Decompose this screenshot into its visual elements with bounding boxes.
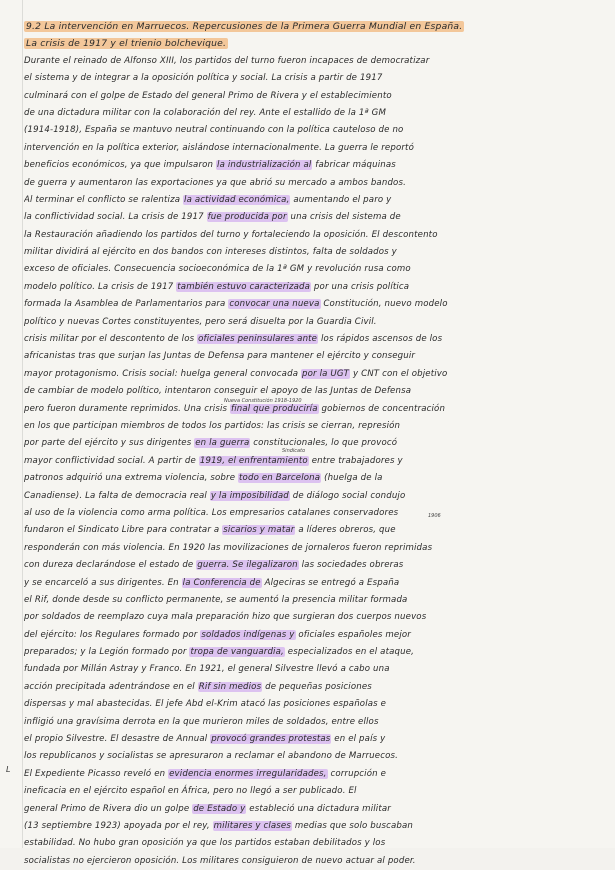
text-line xyxy=(24,122,596,139)
text-segment: los rápidos ascensos de los xyxy=(318,334,443,345)
supra-note-constitution: Nueva Constitución 1918-1920 xyxy=(224,398,302,404)
title-line-2 xyxy=(24,35,596,52)
text-line xyxy=(24,714,596,731)
text-line-content xyxy=(24,404,445,414)
text-line xyxy=(24,540,596,557)
highlighted-phrase: Rif sin medios xyxy=(198,681,262,692)
text-segment: Algeciras se entregó a España xyxy=(261,577,400,588)
text-line xyxy=(24,609,596,626)
highlighted-phrase: la actividad económica, xyxy=(184,194,290,205)
highlighted-phrase: todo en Barcelona xyxy=(239,473,321,484)
text-segment: fabricar máquinas xyxy=(312,160,396,171)
text-line-content xyxy=(24,804,391,814)
text-line xyxy=(24,748,596,765)
text-line xyxy=(24,818,596,835)
text-segment: una crisis del sistema de xyxy=(287,212,401,223)
text-line-content: el Rif, donde desde su conflicto permanente, se aumentó la presencia militar formada xyxy=(24,594,408,605)
text-line xyxy=(24,435,596,452)
text-line-content: (1914-1918), España se mantuvo neutral continuando con la política cauteloso de no xyxy=(24,125,404,136)
text-segment: Al terminar el conflicto se ralentiza xyxy=(24,194,184,205)
text-line xyxy=(24,209,596,226)
text-segment: acción precipitada adentrándose en el xyxy=(24,681,198,692)
text-line xyxy=(24,661,596,678)
text-line-content xyxy=(24,456,403,466)
text-line-content xyxy=(24,299,448,309)
text-segment: (13 septiembre 1923) apoyada por el rey, xyxy=(24,820,213,831)
text-line xyxy=(24,801,596,818)
highlighted-phrase: en la guerra xyxy=(195,438,250,449)
text-line xyxy=(24,853,596,870)
text-segment: medias que solo buscaban xyxy=(291,820,414,831)
text-line xyxy=(24,783,596,800)
text-segment: constitucionales, lo que provocó xyxy=(250,438,398,449)
highlighted-phrase: evidencia enormes irregularidades, xyxy=(169,768,327,779)
text-segment: Canadiense). La falta de democracia real xyxy=(24,490,210,501)
margin-line xyxy=(22,0,23,848)
text-line xyxy=(24,575,596,592)
highlighted-phrase: por la UGT xyxy=(302,368,350,379)
text-segment: por una crisis política xyxy=(311,281,410,292)
title-text-1: 9.2 La intervención en Marruecos. Repercusiones de la Primera Guerra Mundial en España. xyxy=(26,21,463,32)
text-line xyxy=(24,522,596,539)
highlighted-phrase: soldados indígenas y xyxy=(201,629,295,640)
supra-note-year: 1906 xyxy=(428,513,441,519)
text-line-content: de cambiar de modelo político, intentaron conseguir el apoyo de las Juntas de Defensa xyxy=(24,386,412,397)
text-segment: general Primo de Rivera dio un golpe xyxy=(24,803,193,814)
text-segment: mayor conflictividad social. A partir de xyxy=(24,455,199,466)
text-line-content: estabilidad. No hubo gran oposición ya que los partidos estaban debilitados y los xyxy=(24,838,386,849)
text-line xyxy=(24,70,596,87)
text-segment: en el país y xyxy=(331,734,386,745)
text-line-content: de guerra y aumentaron las exportaciones ya que abrió su mercado a ambos bandos. xyxy=(24,177,406,188)
text-line-content xyxy=(24,821,413,831)
text-segment: a líderes obreros, que xyxy=(295,525,396,536)
body-text xyxy=(24,53,596,870)
highlighted-phrase: la industrialización al xyxy=(217,160,312,171)
text-line-content xyxy=(24,160,396,170)
text-line xyxy=(24,766,596,783)
text-line xyxy=(24,348,596,365)
text-line xyxy=(24,53,596,70)
highlighted-phrase: militares y clases xyxy=(213,820,291,831)
text-segment: de pequeñas posiciones xyxy=(262,681,372,692)
text-line-content: los republicanos y socialistas se apresuraron a reclamar el abandono de Marruecos. xyxy=(24,751,399,762)
text-segment: por parte del ejército y sus dirigentes xyxy=(24,438,195,449)
text-line xyxy=(24,261,596,278)
text-line-content: socialistas no ejercieron oposición. Los militares consiguieron de nuevo actuar al poder. xyxy=(24,855,416,866)
text-line xyxy=(24,470,596,487)
text-line xyxy=(24,627,596,644)
text-line xyxy=(24,383,596,400)
text-segment: de diálogo social condujo xyxy=(289,490,406,501)
text-line-content xyxy=(24,369,447,379)
text-segment: gobiernos de concentración xyxy=(318,403,446,414)
text-line xyxy=(24,105,596,122)
text-line xyxy=(24,331,596,348)
text-segment: y CNT con el objetivo xyxy=(350,368,448,379)
text-segment: la conflictividad social. La crisis de 1917 xyxy=(24,212,207,223)
text-segment: beneficios económicos, ya que impulsaron xyxy=(24,160,217,171)
text-segment: pero fueron duramente reprimidos. Una crisis xyxy=(24,403,231,414)
text-line xyxy=(24,366,596,383)
text-line-content xyxy=(24,438,397,448)
text-segment: especializados en el ataque, xyxy=(284,647,415,658)
text-line-content: en los que participan miembros de todos los partidos: las crisis se cierran, represión xyxy=(24,420,401,431)
text-line-content: al uso de la violencia como arma política. Los empresarios catalanes conservadores xyxy=(24,507,399,518)
text-line-content xyxy=(24,734,385,744)
text-segment: corrupción e xyxy=(327,768,387,779)
text-segment: modelo político. La crisis de 1917 xyxy=(24,281,177,292)
text-segment: formada la Asamblea de Parlamentarios para xyxy=(24,299,229,310)
highlighted-phrase: 1919, el enfrentamiento xyxy=(199,455,308,466)
text-line-content xyxy=(24,334,442,344)
text-line xyxy=(24,696,596,713)
text-line xyxy=(24,244,596,261)
highlighted-phrase: de Estado y xyxy=(193,803,246,814)
highlighted-phrase: y la imposibilidad xyxy=(210,490,289,501)
text-segment: mayor protagonismo. Crisis social: huelga general convocada xyxy=(24,368,302,379)
text-segment: patronos adquirió una extrema violencia, sobre xyxy=(24,473,239,484)
text-segment: con dureza declarándose el estado de xyxy=(24,560,197,571)
text-line-content xyxy=(24,195,391,205)
text-line xyxy=(24,296,596,313)
text-line xyxy=(24,88,596,105)
text-segment: (huelga de la xyxy=(321,473,383,484)
text-line-content xyxy=(24,212,401,222)
text-line-content xyxy=(24,578,399,588)
highlighted-phrase: tropa de vanguardia, xyxy=(190,647,284,658)
text-line-content xyxy=(24,769,386,779)
text-line-content: responderán con más violencia. En 1920 las movilizaciones de jornaleros fueron reprimidas xyxy=(24,542,433,553)
text-line xyxy=(24,505,596,522)
text-line-content: culminará con el golpe de Estado del general Primo de Rivera y el establecimiento xyxy=(24,90,392,101)
text-line-content xyxy=(24,491,405,501)
highlighted-phrase: provocó grandes protestas xyxy=(211,734,331,745)
text-segment: aumentando el paro y xyxy=(290,194,392,205)
text-segment: las sociedades obreras xyxy=(298,560,404,571)
text-line xyxy=(24,453,596,470)
text-line xyxy=(24,314,596,331)
text-line-content xyxy=(24,682,372,692)
text-line-content xyxy=(24,473,383,483)
text-segment: y se encarceló a sus dirigentes. En xyxy=(24,577,182,588)
text-segment: oficiales españoles mejor xyxy=(295,629,411,640)
text-line-content: fundada por Millán Astray y Franco. En 1921, el general Silvestre llevó a cabo una xyxy=(24,664,390,675)
text-line-content: ineficacia en el ejército español en África, pero no llegó a ser publicado. El xyxy=(24,786,357,797)
text-line-content: la Restauración añadiendo los partidos del turno y fortaleciendo la oposición. El descontento xyxy=(24,229,438,240)
text-line-content: político y nuevas Cortes constituyentes, pero será disuelta por la Guardia Civil. xyxy=(24,316,377,327)
highlighted-phrase: sicarios y matar xyxy=(223,525,295,536)
text-line xyxy=(24,401,596,418)
text-line-content xyxy=(24,630,411,640)
text-line xyxy=(24,644,596,661)
text-segment: el propio Silvestre. El desastre de Annual xyxy=(24,734,211,745)
text-line-content: militar dividirá al ejército en dos bandos con intereses distintos, falta de soldados y xyxy=(24,247,397,258)
text-segment: crisis militar por el descontento de los xyxy=(24,334,198,345)
text-line xyxy=(24,418,596,435)
title-line-1 xyxy=(24,18,596,35)
text-segment: entre trabajadores y xyxy=(308,455,403,466)
text-line-content xyxy=(24,647,414,657)
text-line-content: exceso de oficiales. Consecuencia socioeconómica de la 1ª GM y revolución rusa como xyxy=(24,264,411,275)
text-line-content: por soldados de reemplazo cuya mala preparación hizo que surgieran dos cuerpos nuevos xyxy=(24,612,427,623)
supra-note-sindicato: Sindicato xyxy=(282,448,306,454)
text-segment: del ejército: los Regulares formado por xyxy=(24,629,201,640)
text-line-content: africanistas tras que surjan las Juntas de Defensa para mantener el ejército y conseguir xyxy=(24,351,416,362)
handwritten-notes xyxy=(24,18,596,870)
text-line-content: infligió una gravísima derrota en la que murieron miles de soldados, entre ellos xyxy=(24,716,379,727)
text-line-content: el sistema y de integrar a la oposición política y social. La crisis a partir de 1917 xyxy=(24,73,383,84)
text-line-content: Durante el reinado de Alfonso XIII, los partidos del turno fueron incapaces de democratizar xyxy=(24,55,430,66)
text-line xyxy=(24,157,596,174)
text-line xyxy=(24,731,596,748)
text-line-content xyxy=(24,560,403,570)
highlighted-phrase: oficiales peninsulares ante xyxy=(198,334,318,345)
text-segment: estableció una dictadura militar xyxy=(246,803,391,814)
text-segment: El Expediente Picasso reveló en xyxy=(24,768,169,779)
text-line xyxy=(24,279,596,296)
text-line xyxy=(24,175,596,192)
highlighted-phrase: fue producida por xyxy=(207,212,287,223)
highlighted-phrase: la Conferencia de xyxy=(182,577,261,588)
text-line-content: intervención en la política exterior, aislándose internacionalmente. La guerra le reportó xyxy=(24,142,414,153)
highlighted-phrase: convocar una nueva xyxy=(229,299,320,310)
text-line xyxy=(24,488,596,505)
text-line-content xyxy=(24,282,409,292)
highlighted-phrase: guerra. Se ilegalizaron xyxy=(197,560,298,571)
text-line-content: de una dictadura militar con la colaboración del rey. Ante el estallido de la 1ª GM xyxy=(24,107,387,118)
text-line-content xyxy=(24,525,396,535)
text-line xyxy=(24,557,596,574)
text-line xyxy=(24,835,596,852)
text-line-content: dispersas y mal abastecidas. El jefe Abd el-Krim atacó las posiciones españolas e xyxy=(24,699,387,710)
text-line xyxy=(24,192,596,209)
text-line xyxy=(24,592,596,609)
text-segment: Constitución, nuevo modelo xyxy=(320,299,448,310)
text-line xyxy=(24,679,596,696)
highlighted-phrase: también estuvo caracterizada xyxy=(177,281,311,292)
highlighted-phrase: final que produciría xyxy=(231,403,318,414)
text-line xyxy=(24,140,596,157)
text-segment: preparados; y la Legión formado por xyxy=(24,647,190,658)
text-line xyxy=(24,227,596,244)
margin-mark: L xyxy=(6,765,11,774)
title-text-2: La crisis de 1917 y el trienio bolchevique. xyxy=(26,38,227,50)
text-segment: fundaron el Sindicato Libre para contratar a xyxy=(24,525,223,536)
